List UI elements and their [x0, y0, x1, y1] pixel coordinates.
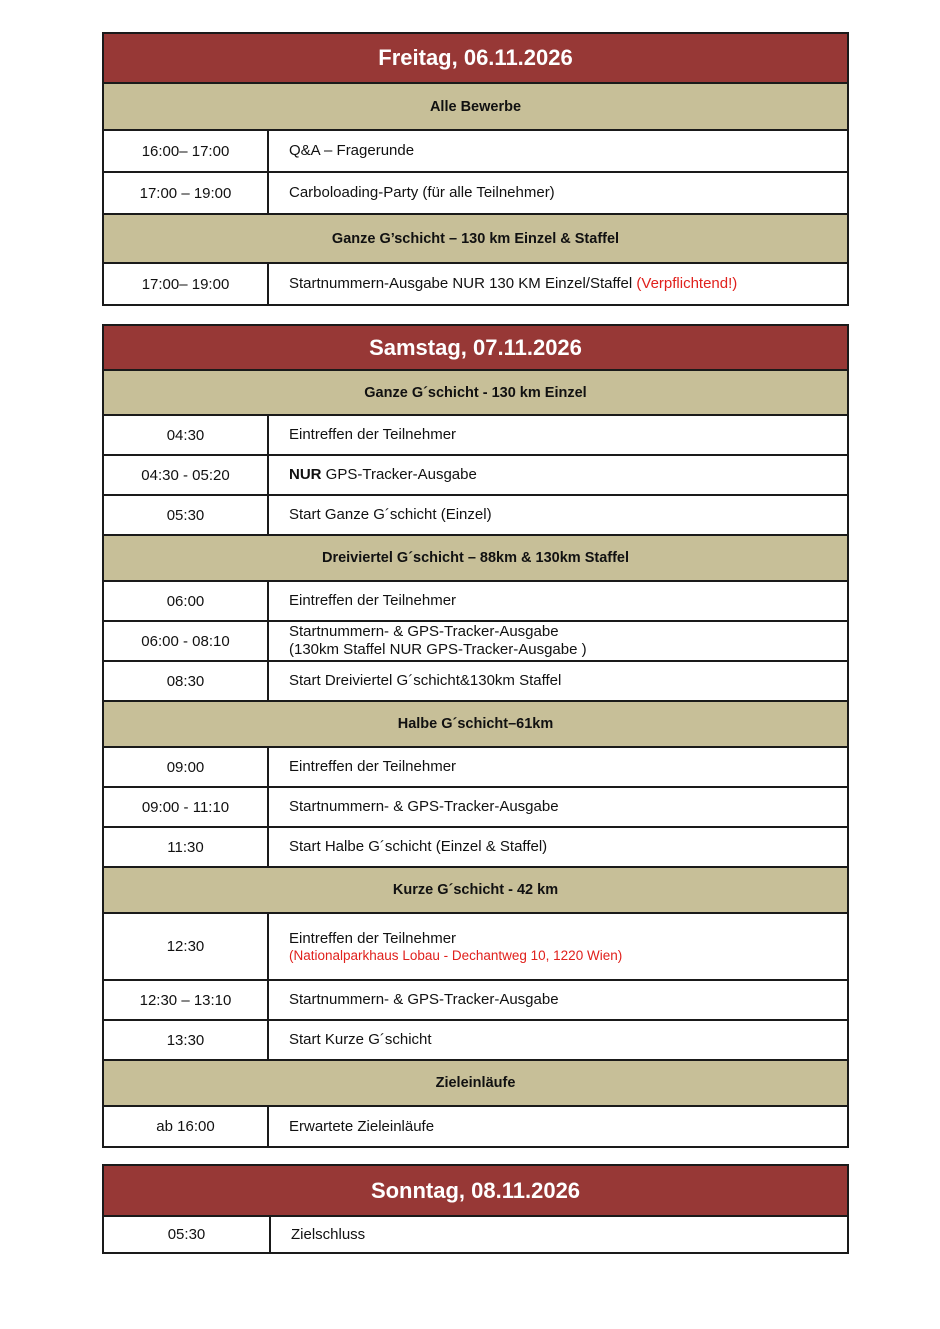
description-cell: Eintreffen der Teilnehmer — [289, 758, 457, 775]
time-cell: 05:30 — [104, 1217, 271, 1252]
table-row — [104, 582, 847, 622]
day-title: Samstag, 07.11.2026 — [104, 326, 847, 371]
table-row — [104, 264, 847, 304]
time-cell: 05:30 — [104, 496, 269, 534]
description-cell: NUR GPS-Tracker-Ausgabe — [289, 466, 477, 483]
table-row — [104, 981, 847, 1021]
day-title: Sonntag, 08.11.2026 — [104, 1166, 847, 1217]
table-row — [104, 1021, 847, 1061]
table-row — [104, 914, 847, 981]
section-title: Ganze G´schicht - 130 km Einzel — [104, 371, 847, 416]
description-cell: Q&A – Fragerunde — [289, 142, 415, 159]
time-cell: 13:30 — [104, 1021, 269, 1059]
time-cell: 06:00 — [104, 582, 269, 620]
description-cell: Startnummern- & GPS-Tracker-Ausgabe — [289, 991, 559, 1008]
time-cell: 12:30 – 13:10 — [104, 981, 269, 1019]
table-row — [104, 456, 847, 496]
section-title: Ganze G’schicht – 130 km Einzel & Staffel — [104, 215, 847, 264]
table-row — [104, 748, 847, 788]
description-cell: Carboloading-Party (für alle Teilnehmer) — [289, 184, 555, 201]
description-cell: Start Dreiviertel G´schicht&130km Staffel — [289, 672, 562, 689]
description-cell: Erwartete Zieleinläufe — [289, 1117, 435, 1135]
section-title: Zieleinläufe — [104, 1061, 847, 1107]
time-cell: 06:00 - 08:10 — [104, 622, 269, 660]
section-title: Kurze G´schicht - 42 km — [104, 868, 847, 914]
time-cell: 12:30 — [104, 914, 269, 979]
description-cell: Start Ganze G´schicht (Einzel) — [289, 506, 492, 523]
table-row — [104, 828, 847, 868]
table-row — [104, 662, 847, 702]
description-cell: Zielschluss — [291, 1225, 366, 1243]
table-row — [104, 622, 847, 662]
time-cell: 09:00 - 11:10 — [104, 788, 269, 826]
section-title: Alle Bewerbe — [104, 84, 847, 131]
schedule-sunday — [102, 1164, 849, 1254]
time-cell: 11:30 — [104, 828, 269, 866]
section-title: Halbe G´schicht–61km — [104, 702, 847, 748]
time-cell: 04:30 - 05:20 — [104, 456, 269, 494]
time-cell: ab 16:00 — [104, 1107, 269, 1146]
schedule-saturday — [102, 324, 849, 1148]
table-row — [104, 496, 847, 536]
table-row — [104, 416, 847, 456]
description-cell: Startnummern- & GPS-Tracker-Ausgabe (130km Staffel NUR GPS-Tracker-Ausgabe ) — [289, 623, 587, 658]
table-row — [104, 173, 847, 215]
table-row — [104, 1217, 847, 1252]
description-cell: Startnummern-Ausgabe NUR 130 KM Einzel/Staffel (Verpflichtend!) — [289, 275, 738, 292]
description-cell: Eintreffen der Teilnehmer — [289, 426, 457, 443]
time-cell: 09:00 — [104, 748, 269, 786]
time-cell: 08:30 — [104, 662, 269, 700]
time-cell: 04:30 — [104, 416, 269, 454]
location-note: (Nationalparkhaus Lobau - Dechantweg 10, 1220 Wien) — [289, 947, 623, 963]
description-cell: Start Halbe G´schicht (Einzel & Staffel) — [289, 838, 548, 855]
table-row — [104, 788, 847, 828]
description-cell: Start Kurze G´schicht — [289, 1031, 432, 1048]
table-row — [104, 131, 847, 173]
mandatory-note: (Verpflichtend!) — [636, 275, 738, 292]
day-title: Freitag, 06.11.2026 — [104, 34, 847, 84]
description-cell: Eintreffen der Teilnehmer — [289, 592, 457, 609]
section-title: Dreiviertel G´schicht – 88km & 130km Staffel — [104, 536, 847, 582]
schedule-friday — [102, 32, 849, 306]
table-row — [104, 1107, 847, 1146]
description-cell: Startnummern- & GPS-Tracker-Ausgabe — [289, 798, 559, 815]
time-cell: 17:00– 19:00 — [104, 264, 269, 304]
time-cell: 17:00 – 19:00 — [104, 173, 269, 213]
description-cell: Eintreffen der Teilnehmer (Nationalparkhaus Lobau - Dechantweg 10, 1220 Wien) — [269, 914, 847, 979]
time-cell: 16:00– 17:00 — [104, 131, 269, 171]
